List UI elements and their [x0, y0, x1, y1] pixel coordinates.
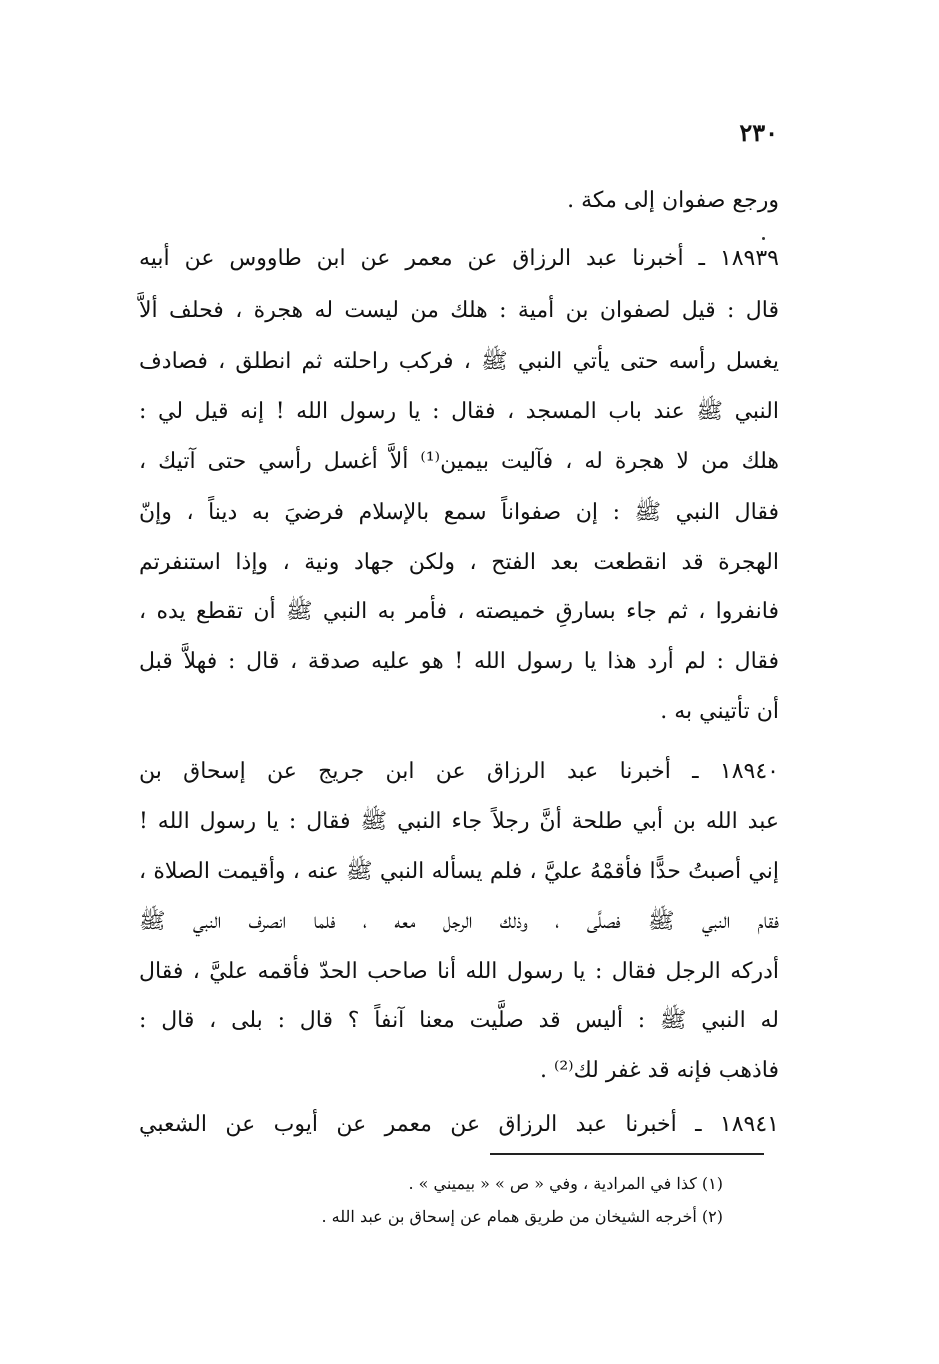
text-line: يغسل رأسه حتى يأتي النبي ﷺ ، فركب راحلته ثم انطلق ، فصادف	[139, 349, 779, 374]
text-line: فقال النبي ﷺ : إن صفواناً سمع بالإسلام فرضيَ به ديناً ، وإنّ	[139, 500, 779, 525]
text-line: له النبي ﷺ : أليس قد صلَّيت معنا آنفاً ؟ قال : بلى ، قال :	[139, 1008, 779, 1033]
ink-speck	[762, 237, 765, 240]
text-line: النبي ﷺ عند باب المسجد ، فقال : يا رسول الله ! إنه قيل لي :	[139, 399, 779, 424]
footnote-2: (٢) أخرجه الشيخان من طريق همام عن إسحاق بن عبد الله .	[321, 1207, 723, 1226]
text-line: أدركه الرجل فقال : يا رسول الله أنا صاحب الحدّ فأقمه عليَّ ، فقال	[139, 959, 779, 984]
text-line: أن تأتيني به .	[660, 699, 779, 724]
text-line: فقام النبي ﷺ فصلَّى ، وذلك الرجل معه ، فلما انصرف النبي ﷺ	[139, 909, 779, 934]
text-line: قال : قيل لصفوان بن أمية : هلك من ليست له هجرة ، فحلف ألاَّ	[139, 298, 779, 323]
page-number: ٢٣٠	[739, 118, 778, 147]
text-line: ورجع صفوان إلى مكة .	[567, 188, 779, 213]
text-line: الهجرة قد انقطعت بعد الفتح ، ولكن جهاد ونية ، وإذا استنفرتم	[139, 550, 779, 575]
text-line: فانفروا ، ثم جاء بسارقِ خميصته ، فأمر به النبي ﷺ أن تقطع يده ،	[139, 599, 779, 624]
footnote-separator	[490, 1153, 764, 1155]
text-line: إني أصبتُ حدًّا فأقمْهُ عليَّ ، فلم يسأله النبي ﷺ عنه ، وأقيمت الصلاة ،	[139, 859, 779, 884]
text-line: هلك من لا هجرة له ، فآليت بيمين⁽¹⁾ ألاَّ أغسل رأسي حتى آتيك ،	[139, 449, 779, 474]
hadith-18941-start: ١٨٩٤١ ـ أخبرنا عبد الرزاق عن معمر عن أيوب عن الشعبي	[139, 1112, 779, 1137]
hadith-18940-start: ١٨٩٤٠ ـ أخبرنا عبد الرزاق عن ابن جريج عن إسحاق بن	[139, 759, 779, 784]
hadith-18939-start: ١٨٩٣٩ ـ أخبرنا عبد الرزاق عن معمر عن ابن طاووس عن أبيه	[139, 246, 779, 271]
text-line: فقال : لم أرد هذا يا رسول الله ! هو عليه صدقة ، قال : فهلاَّ قبل	[139, 649, 779, 674]
footnote-1: (١) كذا في المرادية ، وفي « ص » « بيميني » .	[408, 1174, 723, 1193]
text-line: عبد الله بن أبي طلحة أنَّ رجلاً جاء النبي ﷺ فقال : يا رسول الله !	[139, 809, 779, 834]
text-line: فاذهب فإنه قد غفر لك⁽²⁾ .	[539, 1058, 779, 1083]
